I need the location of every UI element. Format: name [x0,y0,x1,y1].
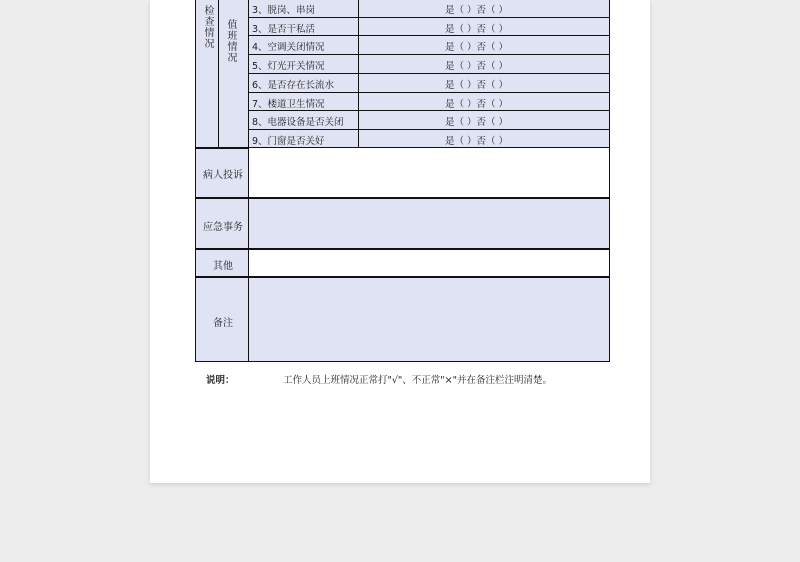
check-item-label: 7、楼道卫生情况 [252,98,325,110]
check-item-answer[interactable]: 是（ ）否（ ） [445,61,509,73]
check-item-label: 5、灯光开关情况 [252,61,325,73]
check-item-answer[interactable]: 是（ ）否（ ） [445,5,509,16]
check-item-label: 4、空调关闭情况 [252,42,325,54]
other-field[interactable] [249,250,609,276]
check-item-answer[interactable]: 是（ ）否（ ） [445,23,509,35]
check-item-answer[interactable]: 是（ ）否（ ） [445,117,509,129]
check-item-answer[interactable]: 是（ ）否（ ） [445,135,509,147]
check-item-label: 3、脱岗、串岗 [252,5,316,16]
check-item-answer[interactable]: 是（ ）否（ ） [445,98,509,110]
note-label: 说明： [206,375,235,386]
check-item-answer[interactable]: 是（ ）否（ ） [445,42,509,54]
complaint-label: 病人投诉 [203,170,243,181]
note-text: 工作人员上班情况正常打"√"、不正常"×"并在备注栏注明清楚。 [283,375,552,386]
check-item-label: 8、电器设备是否关闭 [252,117,344,129]
remarks-field[interactable] [249,278,609,361]
remarks-label: 备注 [213,318,233,329]
complaint-field[interactable] [249,148,609,197]
sub-label: 值班情况 [225,19,236,63]
emergency-label: 应急事务 [203,222,243,233]
emergency-field[interactable] [249,199,609,248]
check-item-label: 9、门窗是否关好 [252,135,325,147]
section-label: 检查情况 [202,5,213,49]
check-item-label: 3、是否干私活 [252,23,316,35]
check-item-label: 6、是否存在长流水 [252,79,335,91]
inspection-table [195,0,610,362]
check-item-answer[interactable]: 是（ ）否（ ） [445,79,509,91]
other-label: 其他 [213,261,233,272]
